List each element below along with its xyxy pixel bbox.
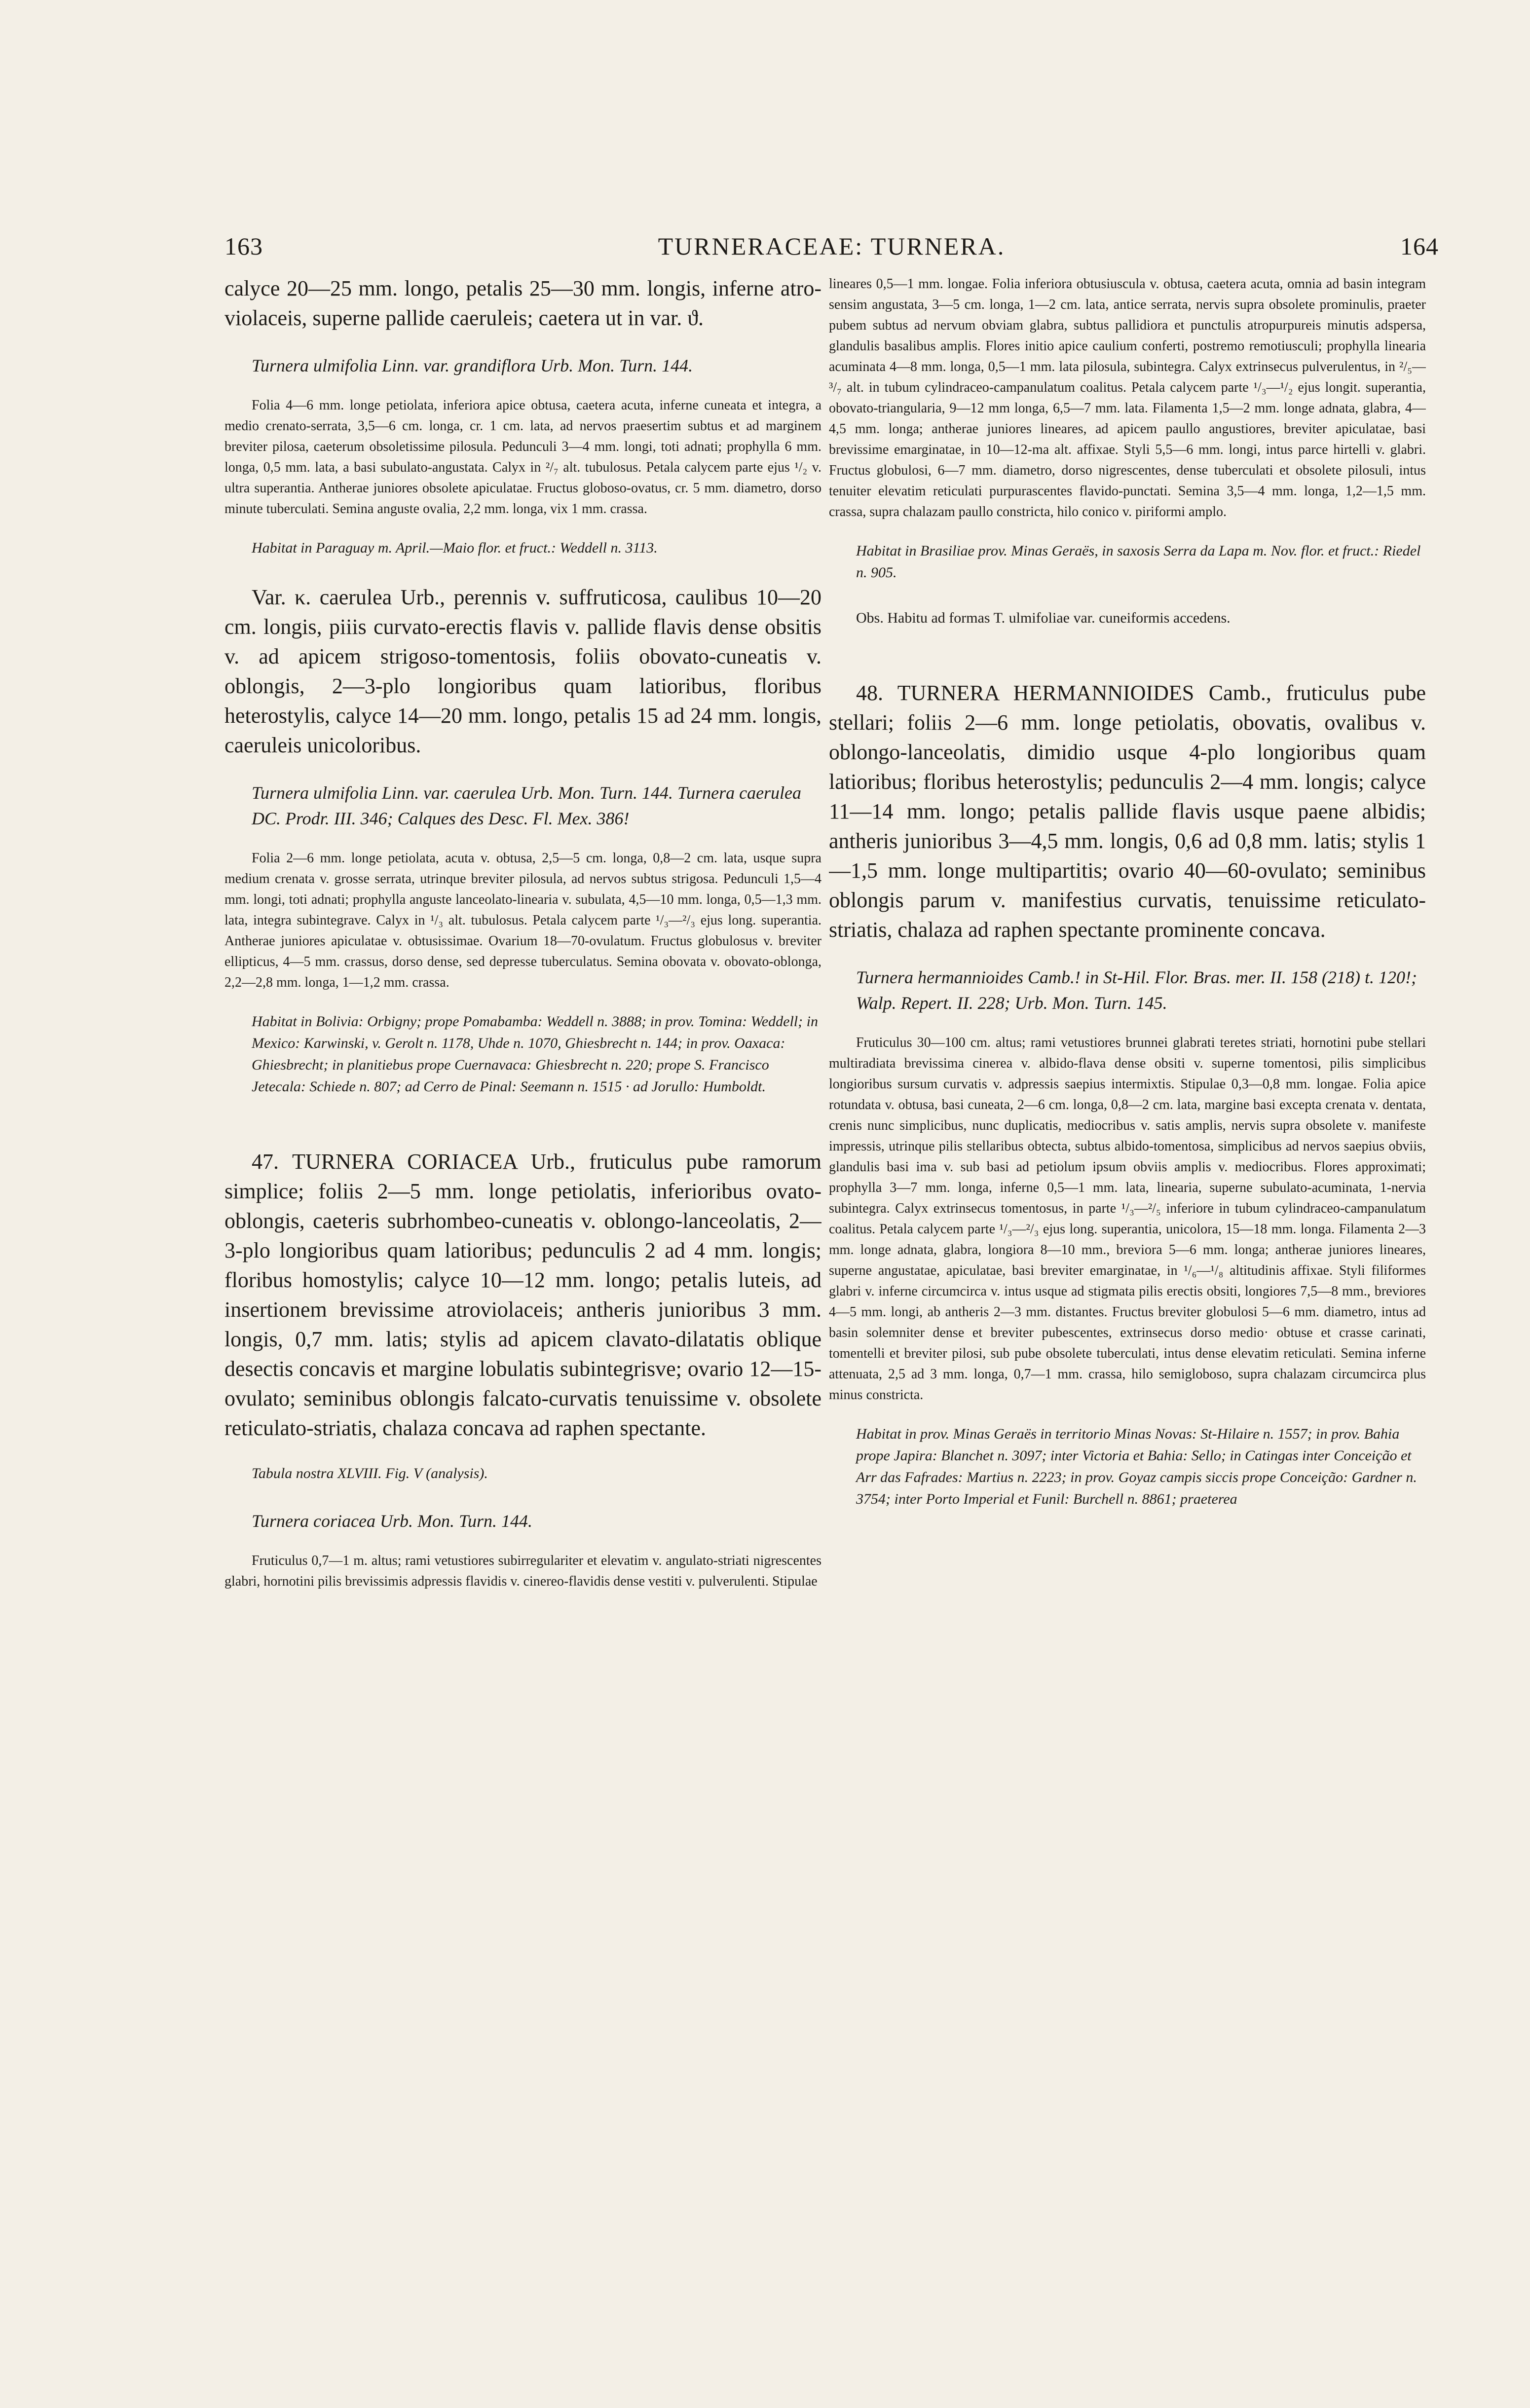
reference-hermannioides: Turnera hermannioides Camb.! in St-Hil. Flor. Bras. mer. II. 158 (218) t. 120!; Walp. Repert. II. 228; Urb. Mon. Turn. 145.	[856, 967, 1417, 1013]
left-column	[224, 274, 821, 2346]
description-coriacea-continued: lineares 0,5—1 mm. longae. Folia inferiora obtusiuscula v. obtusa, caetera acuta, omnia ad basin integram sensim angustata, 3—5 cm. longa, 1—2 cm. lata, antice serrata, nervis supra obsolete prominulis, praeter pubem subtus ad nervum obviam glabra, subtus pallidiora et punctulis atropurpureis minutis adspersa, glandulis basalibus amplis. Flores initio apice caulium conferti, postremo remotiusculi; prophylla linearia acuminata 4—8 mm. longa, 0,5—1 mm. lata pilosula, subintegra. Calyx extrinsecus pulverulentus, in ²/₅—³/₇ alt. in tubum cylindraceo-campanulatum coalitus. Petala calycem parte ¹/₃—¹/₂ ejus longit. superantia, obovato-triangularia, 9—12 mm longa, 6,5—7 mm. lata. Filamenta 1,5—2 mm. longe adnata, glabra, 4—4,5 mm. longa; antherae juniores lineares, ad apicem paullo angustiores, breviter apiculatae, basi brevissime emarginatae, in 10—12-ma alt. affixae. Styli 5,5—6 mm. longi, intus parce hirtelli v. glabri. Fructus globulosi, 6—7 mm. diametro, dorso nigrescentes, dense tuberculati et obsolete pilosuli, intus tenuiter elevatim reticulati purpurascentes flavido-punctati. Semina 3,5—4 mm. longa, 1,2—1,5 mm. crassa, supra chalazam paullo constricta, hilo conico v. piriformi amplo.	[829, 276, 1426, 519]
running-title: TURNERACEAE: TURNERA.	[658, 232, 1006, 260]
description-caerulea: Folia 2—6 mm. longe petiolata, acuta v. obtusa, 2,5—5 cm. longa, 0,8—2 cm. lata, usque supra medium crenata v. grosse serrata, utrinque breviter pilosula, ad nervos subtus strigosa. Pedunculi 1,5—4 mm. longi, toti adnati; prophylla anguste lanceolato-linearia v. subulata, 4,5—10 mm. longa, 0,5—1,3 mm. lata, integra subintegrave. Calyx in ¹/₃ alt. tubulosus. Petala calycem parte ¹/₃—²/₃ ejus long. superantia. Antherae juniores apiculatae v. obtusissimae. Ovarium 18—70-ovulatum. Fructus globulosus v. breviter ellipticus, 4—5 mm. crassus, dorso dense, sed depresse tuberculatus. Semina obovata v. obovato-oblonga, 2,2—2,8 mm. longa, 1—1,2 mm. crassa.	[224, 851, 821, 990]
paragraph-calyce: calyce 20—25 mm. longo, petalis 25—30 mm. longis, inferne atro-violaceis, superne pallide caeruleis; caetera ut in var. ϑ.	[224, 276, 821, 330]
description-grandiflora: Folia 4—6 mm. longe petiolata, inferiora apice obtusa, caetera acuta, inferne cuneata et integra, a medio crenato-serrata, 3,5—6 cm. longa, cr. 1 cm. lata, ad nervos praesertim subtus et ad marginem breviter pilosa, caeterum obsoletissime pilosula. Pedunculi 3—4 mm. longi, toti adnati; prophylla 6 mm. longa, 0,5 mm. lata, a basi subulato-angustata. Calyx in ²/₇ alt. tubulosus. Petala calycem parte ejus ¹/₂ v. ultra superantia. Antherae juniores obsolete apiculatae. Fructus globoso-ovatus, cr. 5 mm. diametro, dorso minute tuberculati. Semina anguste ovalia, 2,2 mm. longa, vix 1 mm. crassa.	[224, 398, 821, 517]
page-number-left: 163	[224, 232, 263, 260]
running-head	[224, 232, 1439, 271]
description-coriacea: Fruticulus 0,7—1 m. altus; rami vetustiores subirregulariter et elevatim v. angulato-striati nigrescentes glabri, hornotini pilis brevissimis adpressis flavidis v. cinereo-flavidis dense vestiti v. pulverulenti. Stipulae	[224, 1553, 821, 1589]
species-48-hermannioides: 48. TURNERA HERMANNIOIDES Camb., fruticulus pube stellari; foliis 2—6 mm. longe petiolatis, obovatis, ovalibus v. oblongo-lanceolatis, dimidio usque 4-plo longioribus quam latioribus; floribus heterostylis; pedunculis 2—4 mm. longis; calyce 11—14 mm. longo; petalis pallide flavis usque paene albidis; antheris junioribus 3—4,5 mm. longis, 0,6 ad 0,8 mm. latis; stylis 1—1,5 mm. longe multipartitis; ovario 40—60-ovulato; seminibus oblongis parum v. manifestius curvatis, tenuissime reticulato-striatis, chalaza ad raphen spectante prominente concava.	[829, 681, 1426, 942]
right-column	[829, 274, 1426, 2346]
page-number-right: 164	[1400, 232, 1439, 260]
species-47-coriacea: 47. TURNERA CORIACEA Urb., fruticulus pube ramorum simplice; foliis 2—5 mm. longe petiolatis, inferioribus ovato-oblongis, caeteris subrhombeo-cuneatis v. oblongo-lanceolatis, 2—3-plo longioribus quam latioribus; pedunculis 2 ad 4 mm. longis; floribus homostylis; calyce 10—12 mm. longo; petalis luteis, ad insertionem brevissime atroviolaceis; antheris junioribus 3 mm. longis, 0,7 mm. latis; stylis ad apicem clavato-dilatatis oblique desectis concavis et margine lobulatis subintegrisve; ovario 12—15-ovulato; seminibus oblongis falcato-curvatis tenuissime v. obsolete reticulato-striatis, chalaza concava ad raphen spectante.	[224, 1149, 821, 1440]
reference-grandiflora: Turnera ulmifolia Linn. var. grandiflora Urb. Mon. Turn. 144.	[252, 356, 693, 375]
reference-caerulea: Turnera ulmifolia Linn. var. caerulea Urb. Mon. Turn. 144. Turnera caerulea DC. Prodr. III. 346; Calques des Desc. Fl. Mex. 386!	[252, 783, 802, 828]
reference-coriacea: Turnera coriacea Urb. Mon. Turn. 144.	[252, 1511, 533, 1531]
variety-caerulea: Var. κ. caerulea Urb., perennis v. suffruticosa, caulibus 10—20 cm. longis, piiis curvato-erectis flavis v. pallide flavis dense obsitis v. ad apicem strigoso-tomentosis, foliis obovato-cuneatis v. oblongis, 2—3-plo longioribus quam latioribus, floribus heterostylis, calyce 14—20 mm. longo, petalis 15 ad 24 mm. longis, caeruleis unicoloribus.	[224, 585, 821, 757]
habitat-caerulea: Habitat in Bolivia: Orbigny; prope Pomabamba: Weddell n. 3888; in prov. Tomina: Weddell; in Mexico: Karwinski, v. Gerolt n. 1178, Uhde n. 1070, Ghiesbrecht n. 144; in prov. Oaxaca: Ghiesbrecht; in planitiebus prope Cuernavaca: Ghiesbrecht n. 220; prope S. Francisco Jetecala: Schiede n. 807; ad Cerro de Pinal: Seemann n. 1515 · ad Jorullo: Humboldt.	[252, 1013, 818, 1095]
habitat-coriacea: Habitat in Brasiliae prov. Minas Geraës, in saxosis Serra da Lapa m. Nov. flor. et fruct.: Riedel n. 905.	[856, 543, 1421, 581]
habitat-hermannioides: Habitat in prov. Minas Geraës in territorio Minas Novas: St-Hilaire n. 1557; in prov. Bahia prope Japira: Blanchet n. 3097; inter Victoria et Bahia: Sello; in Catingas inter Conceição et Arr das Fafrades: Martius n. 2223; in prov. Goyaz campis siccis prope Conceição: Gardner n. 3754; inter Porto Imperial et Funil: Burchell n. 8861; praeterea	[856, 1426, 1417, 1507]
habitat-grandiflora: Habitat in Paraguay m. April.—Maio flor. et fruct.: Weddell n. 3113.	[252, 540, 658, 556]
description-hermannioides: Fruticulus 30—100 cm. altus; rami vetustiores brunnei glabrati teretes striati, hornotini pube stellari multiradiata brevissima cinerea v. albido-flava dense obsiti v. superne tomentosi, pilis simplicibus longioribus sursum curvatis v. adpressis saepius intermixtis. Stipulae 0,3—0,8 mm. longae. Folia apice rotundata v. obtusa, basi cuneata, 2—6 cm. longa, 0,8—2 cm. lata, margine basi excepta crenata v. dentata, crenis nunc simplicibus, nunc duplicatis, mediocribus v. satis amplis, nervis supra obsolete v. manifeste impressis, utrinque pilis stellaribus obtecta, subtus albido-tomentosa, simplicibus ad nervos saepius obviis, glandulis basi ima v. sub basi ad petiolum ipsum obviis amplis v. mediocribus. Flores approximati; prophylla 3—7 mm. longa, inferne 0,5—1 mm. lata, linearia, superne subulato-acuminata, 1-nervia subintegra. Calyx extrinsecus tomentosus, in parte ¹/₃—²/₅ inferiore in tubum cylindraceo-campanulatum coalitus. Petala calycem parte ¹/₃—²/₃ ejus long. superantia, unicolora, 15—18 mm. longa. Filamenta 2—3 mm. longe adnata, glabra, longiora 8—10 mm., breviora 5—6 mm. longa; antherae juniores lineares, superne angustatae, apiculatae, basi breviter emarginatae, in ¹/₆—¹/₈ altitudinis affixae. Styli filiformes glabri v. inferne circumcirca v. intus usque ad stigmata pilis erectis obsiti, longiores 7,5—8 mm., breviores 4—5 mm. longi, ab antheris 2—3 mm. distantes. Fructus breviter globulosi 5—6 mm. diametro, intus ad basin solemniter dense et breviter pubescentes, extrinsecus dorso medio· obtuse et crasse carinati, tomentelli et breviter pilosi, sub pube obsolete tuberculati, intus dense elevatim reticulati. Semina inferne attenuata, 2,5 ad 3 mm. longa, 0,7—1 mm. crassa, hilo semigloboso, supra chalazam circumcirca plus minus constricta.	[829, 1035, 1426, 1403]
tabula-note: Tabula nostra XLVIII. Fig. V (analysis).	[252, 1465, 488, 1482]
observation-note: Obs. Habitu ad formas T. ulmifoliae var. cuneiformis accedens.	[856, 610, 1231, 626]
